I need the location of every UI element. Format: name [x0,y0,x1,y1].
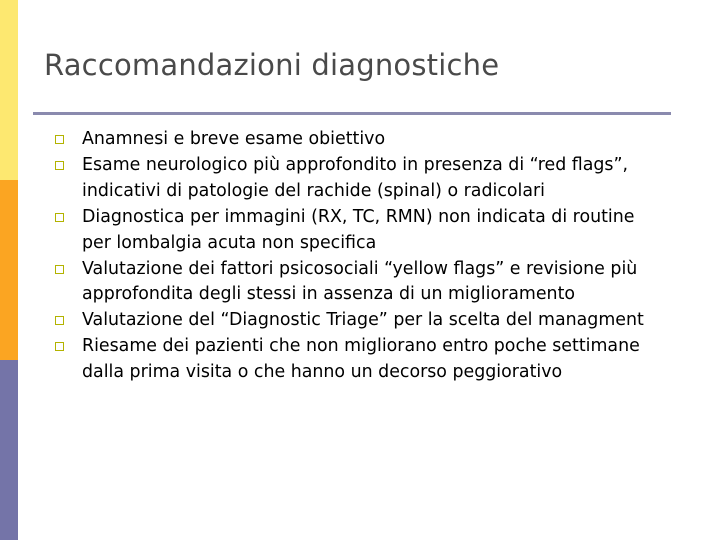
bullet-text: Riesame dei pazienti che non migliorano entro poche settimane dalla prima visita o che hanno un decorso peggiorativo [82,336,640,383]
side-stripe-orange [0,180,18,360]
title-divider [33,112,671,115]
bullet-text: Anamnesi e breve esame obiettivo [82,129,386,149]
hollow-square-icon [55,135,64,144]
list-item [55,153,665,205]
list-item [55,334,665,386]
bullet-text: Diagnostica per immagini (RX, TC, RMN) non indicata di routine per lombalgia acuta non specifica [82,206,635,253]
hollow-square-icon [55,342,64,351]
list-item [55,127,665,153]
hollow-square-icon [55,161,64,170]
hollow-square-icon [55,316,64,325]
hollow-square-icon [55,265,64,274]
slide-title: Raccomandazioni diagnostiche [44,48,500,82]
bullet-list [55,127,665,386]
side-stripe-purple [0,360,18,540]
bullet-text: Esame neurologico più approfondito in presenza di “red flags”, indicativi di patologie del rachide (spinal) o radicolari [82,154,629,201]
list-item [55,257,665,309]
bullet-text: Valutazione del “Diagnostic Triage” per la scelta del managment [82,310,644,331]
bullet-text: Valutazione dei fattori psicosociali “yellow flags” e revisione più approfondita degli stessi in assenza di un miglioramento [82,258,638,305]
list-item [55,205,665,257]
hollow-square-icon [55,213,64,222]
list-item [55,308,665,334]
side-stripe-yellow [0,0,18,180]
